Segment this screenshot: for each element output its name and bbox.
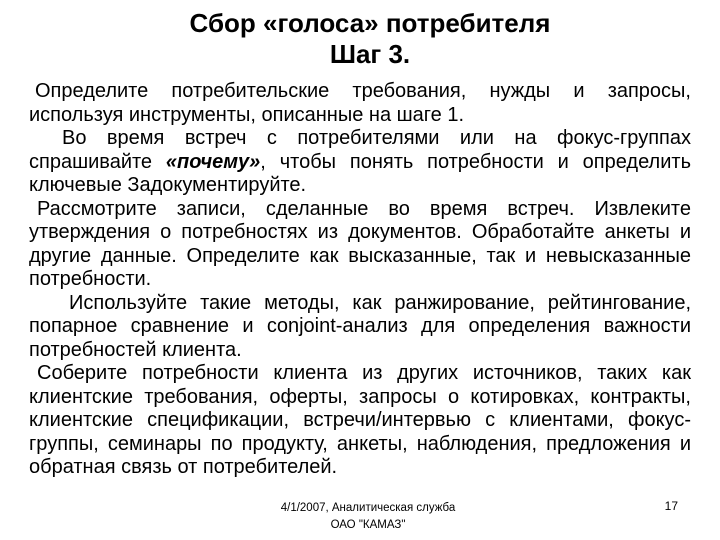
paragraph-1: Определите потребительские требования, нужды и запросы, используя инструменты, описанные на шаге 1.	[29, 80, 691, 126]
title-line-1: Сбор «голоса» потребителя	[189, 8, 551, 38]
page-number: 17	[664, 499, 678, 513]
slide-title	[100, 8, 640, 70]
paragraph-2-text-start: Во время встреч с потребителями или на фокус-группах спрашивайте	[29, 127, 691, 173]
paragraph-2	[29, 127, 691, 198]
paragraph-5: Соберите потребности клиента из других источников, таких как клиентские требования, оферты, запросы о котировках, контракты, клиентские спецификации, встречи/интервью с клиентами, фокус-группы, семинары по продукту, анкеты, наблюдения, предложения и обратная связь от потребителей.	[29, 362, 691, 478]
paragraph-3: Рассмотрите записи, сделанные во время встреч. Извлеките утверждения о потребностях из документов. Обработайте анкеты и другие данные. Определите как высказанные, так и невысказанные потребности.	[29, 197, 691, 290]
footer-date-department: 4/1/2007, Аналитическая служба	[280, 502, 456, 514]
title-line-2: Шаг 3.	[329, 39, 411, 69]
slide-body	[29, 80, 691, 480]
paragraph-2-text-end: , чтобы понять потребности и определить ключевые Задокументируйте.	[29, 150, 691, 196]
paragraph-4: Используйте такие методы, как ранжирование, рейтингование, попарное сравнение и conjoint-анализ для определения важности потребностей клиента.	[29, 291, 691, 361]
paragraph-2-emphasis: «почему»	[165, 150, 261, 173]
footer-company: ОАО "КАМАЗ"	[330, 519, 406, 531]
footer	[258, 500, 478, 534]
